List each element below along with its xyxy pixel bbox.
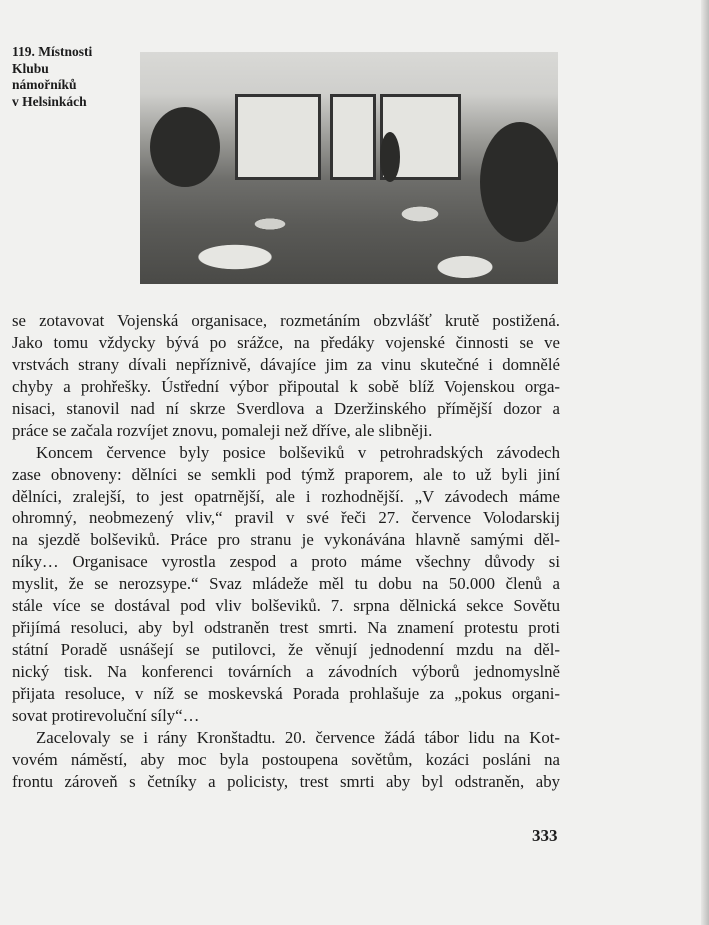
- text-line: sovat protirevoluční síly“…: [12, 705, 200, 725]
- text-line: přijata resoluce, v níž se moskevská Porada prohlašuje za „pokus organi-: [12, 683, 560, 703]
- text-line: zase obnoveny: dělníci se semkli pod týmž praporem, ale to už byli jiní: [12, 464, 560, 484]
- text-line: vrstvách strany dívali nepříznivě, dávajíce jim za vinu skutečné i domnělé: [12, 354, 560, 374]
- text-line: nisaci, stanovil nad ní skrze Sverdlova a Dzeržinského přímější dozor a: [12, 398, 560, 418]
- text-line: chyby a prohřešky. Ústřední výbor připoutal k sobě blíž Vojenskou orga-: [12, 376, 560, 396]
- text-line: níky… Organisace vyrostla zespod a proto máme všechny důvody si: [12, 552, 560, 572]
- text-line: Jako tomu vždycky bývá po srážce, na předáky vojenské činnosti se ve: [12, 332, 560, 352]
- caption-line: v Helsinkách: [12, 93, 87, 109]
- text-line: frontu zároveň s četníky a policisty, trest smrti aby byl odstraněn, aby: [12, 771, 560, 791]
- page-edge: [701, 0, 709, 925]
- text-line: práce se začala rozvíjet znovu, pomaleji než dříve, ale slibněji.: [12, 420, 433, 440]
- figure-caption: [12, 44, 132, 110]
- photo-plant: [480, 122, 558, 242]
- caption-line: námořníků: [12, 77, 77, 92]
- photo-plant: [150, 107, 220, 187]
- caption-line: 119. Místnosti: [12, 44, 93, 59]
- text-line: Koncem července byly posice bolševiků v petrohradských závodech: [36, 442, 560, 462]
- photo-window: [330, 94, 376, 180]
- body-text: [12, 310, 560, 793]
- text-line: dělníci, zralejší, to jest opatrnější, ale i rozhodnější. „V závodech máme: [12, 486, 560, 506]
- text-line: státní Poradě usnášejí se putilovci, že věnují jednodenní mzdu na děl-: [12, 640, 560, 660]
- text-line: přijímá resoluci, aby byl odstraněn trest smrti. Na znamení protestu proti: [12, 618, 560, 638]
- page-number: 333: [532, 826, 558, 845]
- text-line: se zotavovat Vojenská organisace, rozmetáním obzvlášť krutě postižená.: [12, 311, 560, 330]
- photo-club-interior: [140, 52, 558, 284]
- caption-line: Klubu: [12, 60, 49, 76]
- text-line: na sjezdě bolševiků. Práce pro stranu je vykonávána hlavně samými děl-: [12, 530, 560, 550]
- text-line: myslit, že se nerozsype.“ Svaz mládeže měl tu dobu na 50.000 členů a: [12, 574, 560, 594]
- text-line: vovém náměstí, aby moc byla postoupena sovětům, kozáci posláni na: [12, 749, 560, 769]
- photo-window: [235, 94, 321, 180]
- text-line: ohromný, neobmezený vliv,“ pravil v své řeči 27. července Volodarskij: [12, 508, 560, 528]
- text-line: stále více se dostával pod vliv bolševiků. 7. srpna dělnická sekce Sovětu: [12, 596, 560, 616]
- photo-plant: [380, 132, 400, 182]
- text-line: Zacelovaly se i rány Kronštadtu. 20. července žádá tábor lidu na Kot-: [36, 727, 560, 747]
- text-line: nický tisk. Na konferenci továrních a závodních výborů jednomyslně: [12, 662, 560, 681]
